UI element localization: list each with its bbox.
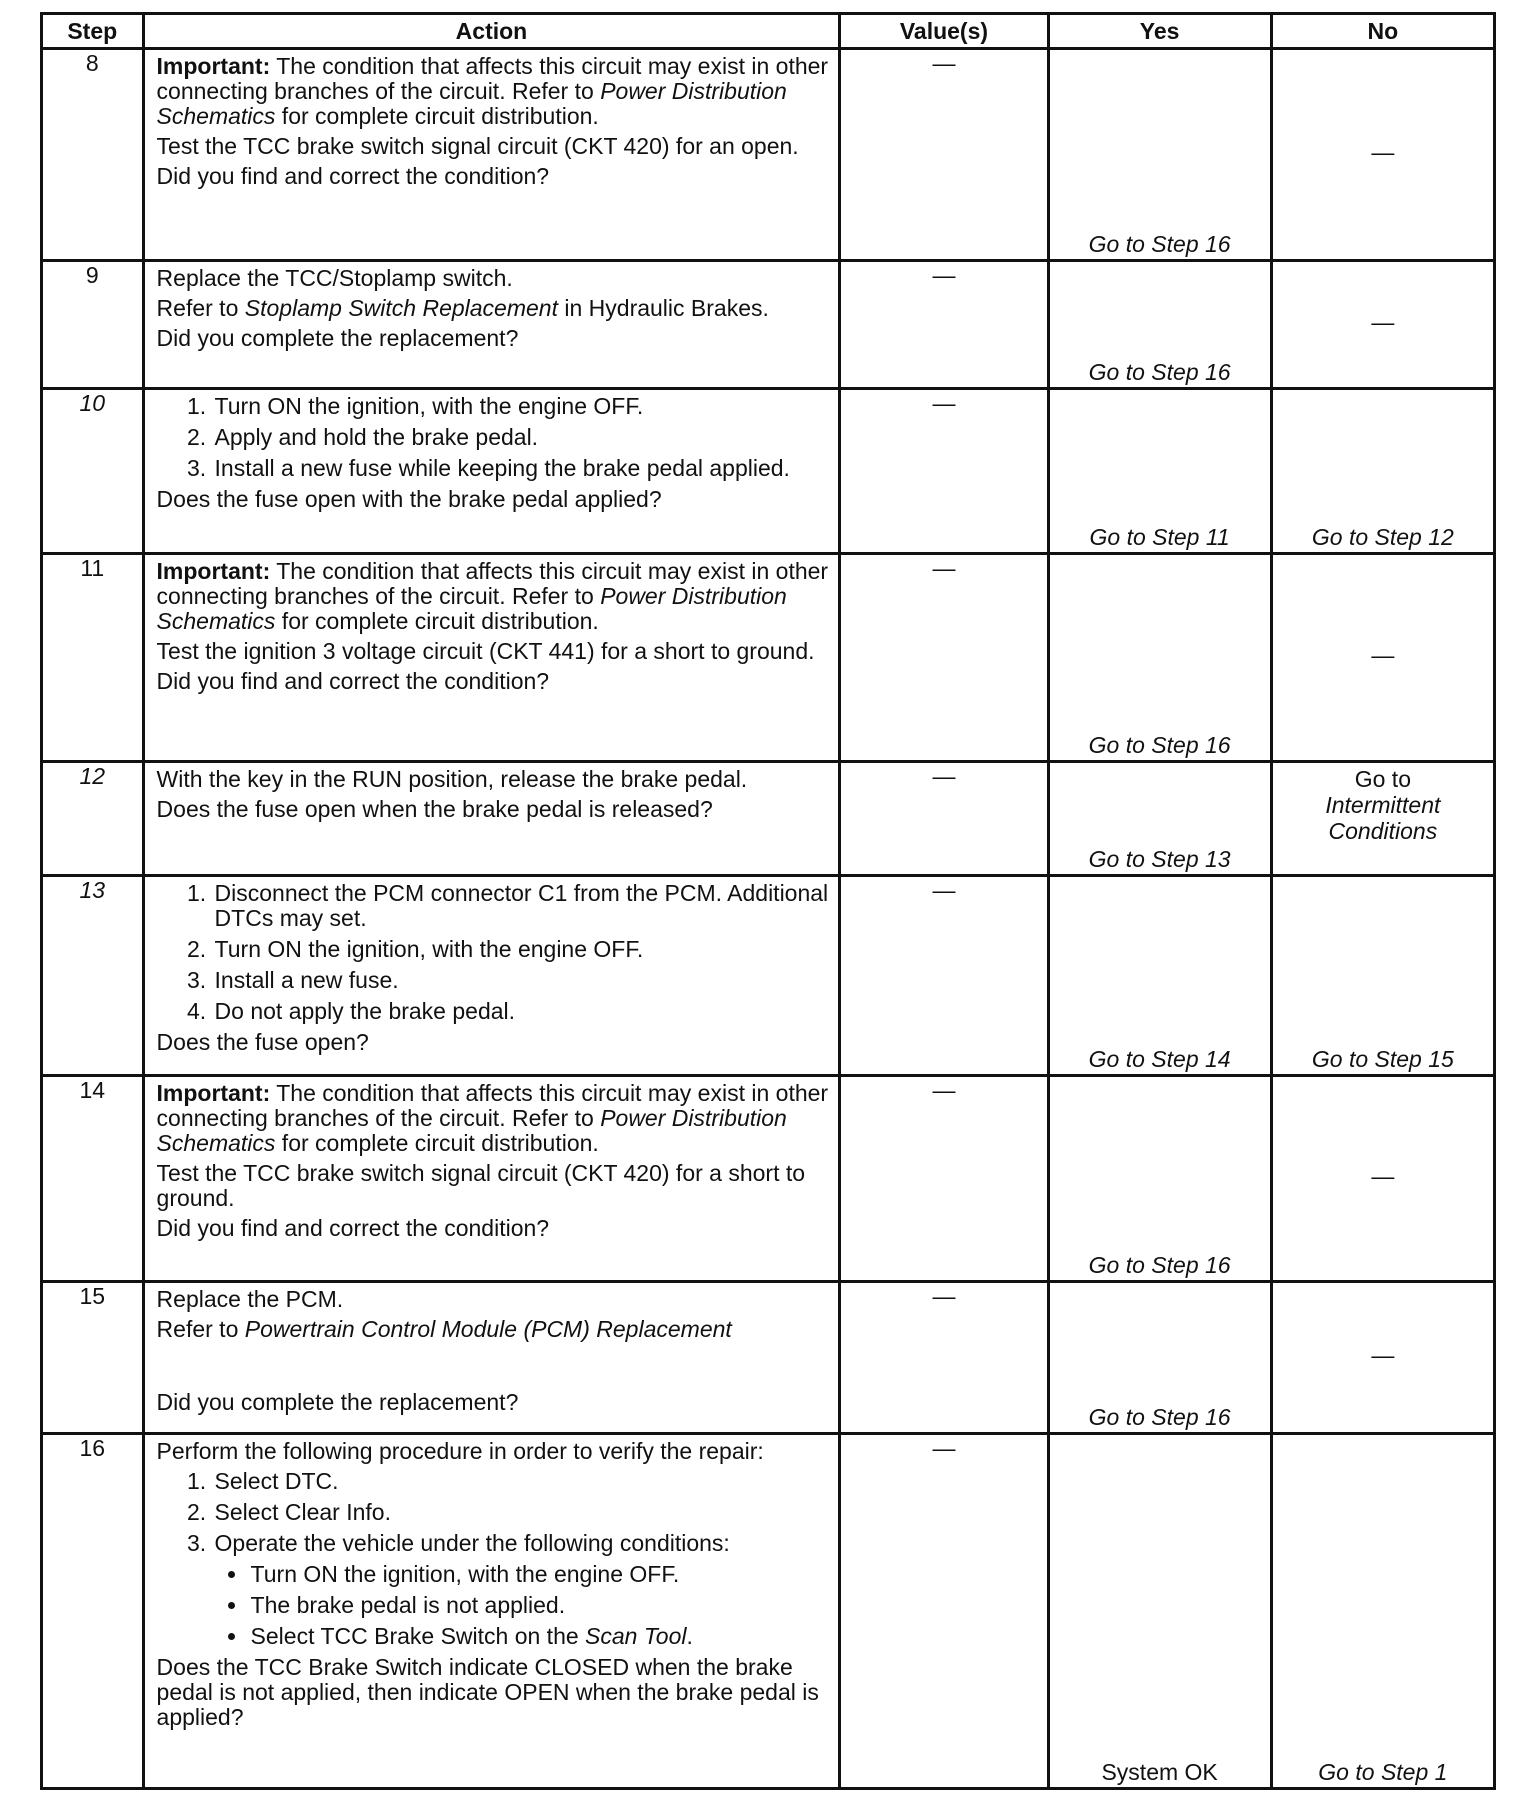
step-number: 16 [42, 1434, 144, 1789]
instruction: With the key in the RUN position, release the brake pedal. [156, 766, 748, 792]
question: Does the fuse open with the brake pedal applied? [156, 486, 662, 512]
procedure-item: 3. Operate the vehicle under the following conditions: • Turn ON the ignition, with the engine OFF. • The brake pedal is not applied. • Select TCC Brake Switch on the Scan Tool. [213, 1531, 831, 1649]
step-number: 10 [42, 389, 144, 554]
no-link[interactable]: Go to Step 1 [1318, 1759, 1448, 1785]
yes-link[interactable]: Go to Step 16 [1088, 1404, 1231, 1430]
yes-cell [1048, 554, 1271, 762]
instruction: Replace the PCM. [156, 1286, 344, 1312]
condition-item: • The brake pedal is not applied. [249, 1593, 831, 1618]
no-value: — [1371, 138, 1395, 165]
header-row [42, 14, 1495, 49]
no-cell [1271, 876, 1494, 1076]
scan-tool-reference: Scan Tool [585, 1623, 687, 1649]
important-note: Important: The condition that affects this circuit may exist in other connecting branches of the circuit. Refer to Power Distribution Schematics for complete circuit distribution. [156, 558, 829, 634]
action-cell [143, 1282, 840, 1434]
important-note: Important: The condition that affects this circuit may exist in other connecting branches of the circuit. Refer to Power Distribution Schematics for complete circuit distribution. [156, 53, 829, 129]
header-action: Action [143, 14, 840, 49]
question: Did you complete the replacement? [156, 1389, 519, 1415]
no-link[interactable]: Go to Step 15 [1311, 1046, 1454, 1072]
procedure-item: 1. Turn ON the ignition, with the engine OFF. [213, 394, 831, 419]
value-cell: — [840, 1282, 1048, 1434]
reference: Refer to Powertrain Control Module (PCM) Replacement [156, 1316, 732, 1342]
no-cell [1271, 49, 1494, 261]
yes-result: System OK [1101, 1759, 1218, 1785]
action-cell [143, 261, 840, 389]
no-value: — [1371, 1341, 1395, 1368]
stoplamp-reference: Stoplamp Switch Replacement [244, 295, 558, 321]
no-link[interactable]: Go to Intermittent Conditions [1274, 764, 1492, 844]
question: Did you complete the replacement? [156, 325, 519, 351]
procedure-item: 3. Install a new fuse. [213, 968, 831, 993]
no-cell [1271, 261, 1494, 389]
question: Does the TCC Brake Switch indicate CLOSED when the brake pedal is not applied, then indicate OPEN when the brake pedal is applied? [156, 1654, 819, 1730]
question: Did you find and correct the condition? [156, 163, 550, 189]
header-values: Value(s) [840, 14, 1048, 49]
yes-cell [1048, 1434, 1271, 1789]
yes-link[interactable]: Go to Step 16 [1088, 1252, 1231, 1278]
action-cell [143, 49, 840, 261]
yes-cell [1048, 389, 1271, 554]
yes-cell [1048, 261, 1271, 389]
diagnostic-table [40, 12, 1496, 1790]
value-cell: — [840, 876, 1048, 1076]
value-cell: — [840, 1434, 1048, 1789]
yes-link[interactable]: Go to Step 16 [1088, 231, 1231, 257]
condition-item: • Select TCC Brake Switch on the Scan Tool. [249, 1624, 831, 1649]
step-number: 8 [42, 49, 144, 261]
value-cell: — [840, 1076, 1048, 1282]
value-cell: — [840, 762, 1048, 876]
no-cell [1271, 1282, 1494, 1434]
table-row [42, 1282, 1495, 1434]
step-number: 11 [42, 554, 144, 762]
action-cell [143, 1434, 840, 1789]
important-label: Important: [156, 558, 271, 584]
step-number: 12 [42, 762, 144, 876]
question: Does the fuse open when the brake pedal is released? [156, 796, 713, 822]
action-cell [143, 389, 840, 554]
instruction: Replace the TCC/Stoplamp switch. [156, 265, 513, 291]
no-cell [1271, 1076, 1494, 1282]
yes-link[interactable]: Go to Step 16 [1088, 732, 1231, 758]
yes-link[interactable]: Go to Step 11 [1089, 524, 1230, 550]
important-label: Important: [156, 1080, 271, 1106]
action-cell [143, 876, 840, 1076]
question: Did you find and correct the condition? [156, 668, 550, 694]
question: Did you find and correct the condition? [156, 1215, 550, 1241]
procedure-list [157, 1469, 831, 1649]
test-instruction: Test the TCC brake switch signal circuit (CKT 420) for a short to ground. [156, 1160, 806, 1211]
table-row [42, 1076, 1495, 1282]
procedure-list [157, 881, 831, 1024]
procedure-item: 1. Select DTC. [213, 1469, 831, 1494]
yes-link[interactable]: Go to Step 16 [1088, 359, 1231, 385]
test-instruction: Test the ignition 3 voltage circuit (CKT 441) for a short to ground. [156, 638, 815, 664]
no-value: — [1371, 641, 1395, 668]
condition-item: • Turn ON the ignition, with the engine OFF. [249, 1562, 831, 1587]
no-cell [1271, 762, 1494, 876]
procedure-item: 1. Disconnect the PCM connector C1 from the PCM. Additional DTCs may set. [213, 881, 831, 931]
value-cell: — [840, 554, 1048, 762]
step-number: 14 [42, 1076, 144, 1282]
reference: Refer to Stoplamp Switch Replacement in Hydraulic Brakes. [156, 295, 769, 321]
table-row [42, 49, 1495, 261]
table-row [42, 876, 1495, 1076]
procedure-item: 3. Install a new fuse while keeping the brake pedal applied. [213, 456, 831, 481]
step-number: 9 [42, 261, 144, 389]
value-cell: — [840, 389, 1048, 554]
no-cell [1271, 389, 1494, 554]
procedure-list [157, 394, 831, 481]
value-cell: — [840, 261, 1048, 389]
table-row [42, 762, 1495, 876]
header-step: Step [42, 14, 144, 49]
test-instruction: Test the TCC brake switch signal circuit (CKT 420) for an open. [156, 133, 799, 159]
no-value: — [1371, 1162, 1395, 1189]
yes-cell [1048, 876, 1271, 1076]
yes-link[interactable]: Go to Step 13 [1088, 846, 1231, 872]
header-yes: Yes [1048, 14, 1271, 49]
yes-cell [1048, 762, 1271, 876]
table-row [42, 389, 1495, 554]
question: Does the fuse open? [156, 1029, 369, 1055]
procedure-item: 2. Turn ON the ignition, with the engine OFF. [213, 937, 831, 962]
table-row [42, 1434, 1495, 1789]
value-cell: — [840, 49, 1048, 261]
table-row [42, 554, 1495, 762]
step-number: 15 [42, 1282, 144, 1434]
no-cell [1271, 1434, 1494, 1789]
action-cell [143, 554, 840, 762]
schematics-reference: Power Distribution Schematics [156, 1105, 787, 1156]
header-no: No [1271, 14, 1494, 49]
procedure-item: 4. Do not apply the brake pedal. [213, 999, 831, 1024]
yes-cell [1048, 49, 1271, 261]
procedure-item: 2. Select Clear Info. [213, 1500, 831, 1525]
step-number: 13 [42, 876, 144, 1076]
important-label: Important: [156, 53, 271, 79]
no-cell [1271, 554, 1494, 762]
yes-cell [1048, 1076, 1271, 1282]
action-cell [143, 1076, 840, 1282]
yes-link[interactable]: Go to Step 14 [1088, 1046, 1231, 1072]
schematics-reference: Power Distribution Schematics [156, 78, 787, 129]
yes-cell [1048, 1282, 1271, 1434]
intro: Perform the following procedure in order to verify the repair: [156, 1438, 764, 1464]
condition-list [215, 1562, 831, 1649]
action-cell [143, 762, 840, 876]
table-row [42, 261, 1495, 389]
important-note: Important: The condition that affects this circuit may exist in other connecting branches of the circuit. Refer to Power Distribution Schematics for complete circuit distribution. [156, 1080, 829, 1156]
intermittent-conditions-reference: Intermittent Conditions [1325, 792, 1441, 844]
no-value: — [1371, 308, 1395, 335]
procedure-item: 2. Apply and hold the brake pedal. [213, 425, 831, 450]
pcm-replacement-reference: Powertrain Control Module (PCM) Replacement [244, 1316, 732, 1342]
schematics-reference: Power Distribution Schematics [156, 583, 787, 634]
no-link[interactable]: Go to Step 12 [1311, 524, 1454, 550]
